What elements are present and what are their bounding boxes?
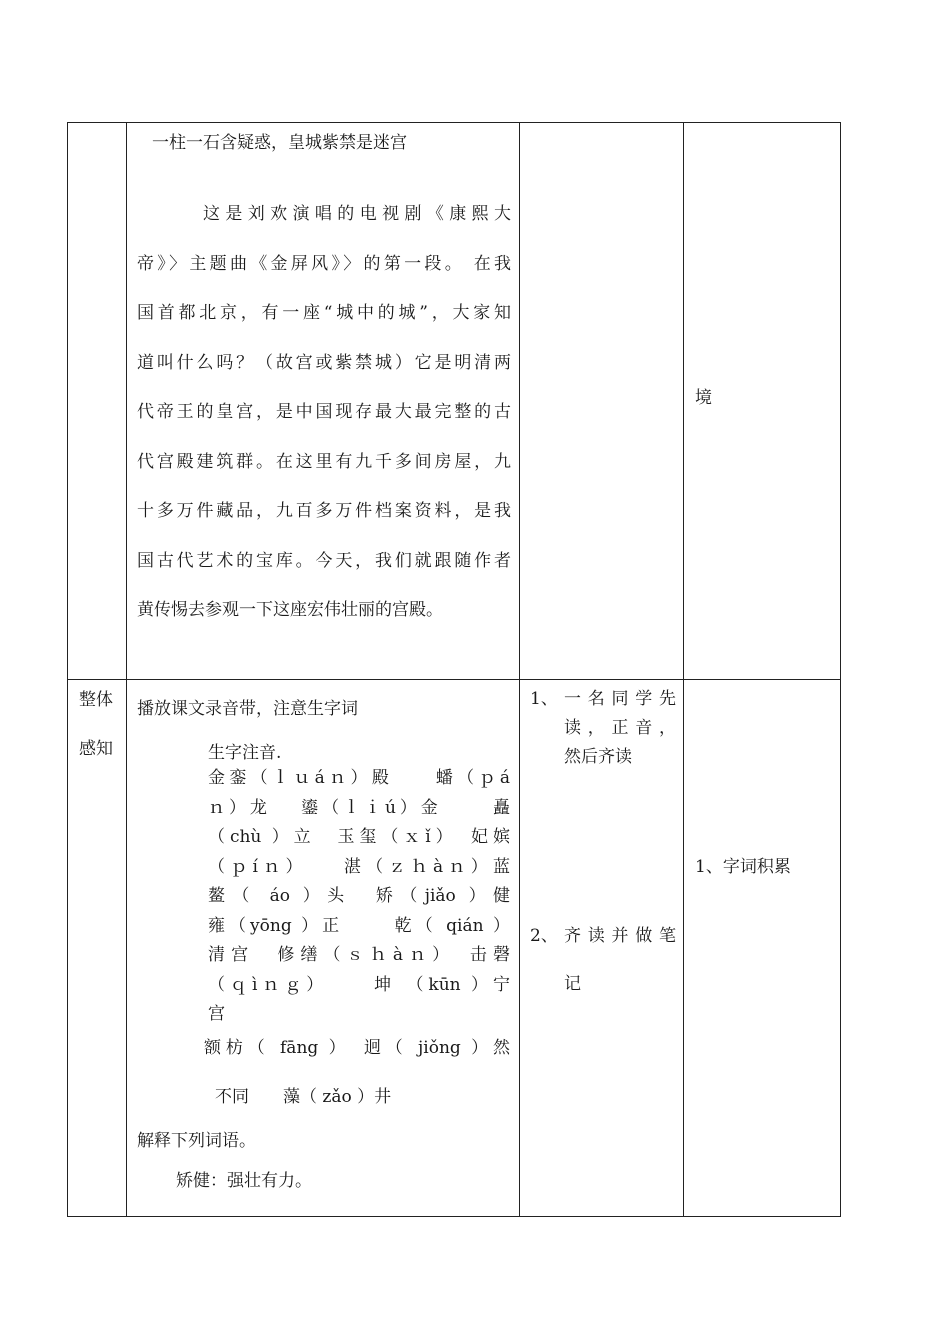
explain-heading: 解释下列词语。 [137,1131,256,1151]
section-label-line-1: 整体 [79,690,113,710]
activity-2-number: 2、 [530,926,558,946]
activity-1-text [564,684,676,771]
intro-line: 代帝王的皇宫，是中国现存最大最完整的古 [137,402,511,422]
pinyin-line: 不同 藻（ zǎo ）井 [215,1087,392,1107]
intro-line: 黄传惕去参观一下这座宏伟壮丽的宫殿。 [137,600,443,620]
pinyin-line: 鳌（ áo ）头 矫（jiǎo ）健 [208,886,510,906]
activity-2-text [564,921,676,998]
pinyin-line: 额枋（ fāng ） 迥（ jiǒng ）然 [204,1038,510,1058]
pinyin-line: 宫 [208,1004,225,1024]
column-divider-2 [519,122,520,1217]
explain-item: 矫健：强壮有力。 [176,1171,312,1191]
intro-paragraph [137,190,511,636]
pinyin-line: 雍（yōng ）正 乾（ qián ） [208,915,510,936]
intro-line: 代宫殿建筑群。在这里有九千多间房屋，九 [137,451,511,472]
purpose-cell-text: 1、字词积累 [695,857,791,877]
activity-line: 齐读并做笔 [564,926,676,946]
pinyin-line: （ｐíｎ） 湛（ｚｈàｎ）蓝 [208,856,510,877]
pinyin-line: （ｑìｎｇ） 坤 （kūn ）宁 [208,974,510,995]
pinyin-line: （chù ）立 玉玺（ｘǐ） 妃嫔 [208,827,510,847]
pinyin-line: ｎ）龙 鎏（ｌｉú）金 矗 [208,797,510,818]
pinyin-line: 金銮（ｌｕáｎ）殿 蟠（ｐá [208,768,510,788]
intro-line: 国首都北京，有一座“城中的城”，大家知 [137,303,511,323]
column-divider-1 [126,122,127,1217]
row-divider [67,679,841,680]
intro-line: 这是刘欢演唱的电视剧《康熙大 [203,204,511,224]
activity-line: 然后齐读 [564,747,632,767]
column-divider-3 [683,122,684,1217]
intro-line: 道叫什么吗？（故宫或紫禁城）它是明清两 [137,352,511,373]
table-bottom-border [67,1216,841,1217]
section-label-line-2: 感知 [79,739,113,759]
table-left-border [67,122,68,1217]
table-top-border [67,122,841,123]
pinyin-line: 清宫 修缮（ｓｈàｎ） 击磬 [208,945,510,965]
intro-line: 国古代艺术的宝库。今天，我们就跟随作者 [137,550,511,571]
activity-line: 读，正音， [564,718,676,738]
intro-line: 帝》〉主题曲《金屏风》〉的第一段。 在我 [137,253,511,274]
activity-line: 记 [564,974,581,994]
poem-line: 一柱一石含疑惑，皇城紫禁是迷宫 [152,133,407,153]
intro-instruction: 播放课文录音带，注意生字词 [137,699,358,719]
pinyin-heading: 生字注音. [208,743,282,763]
purpose-cell-text: 境 [695,388,712,408]
table-right-border [840,122,841,1217]
activity-line: 一名同学先 [564,689,676,709]
pinyin-list [208,764,510,1030]
intro-line: 十多万件藏品，九百多万件档案资料，是我 [137,501,511,521]
activity-1-number: 1、 [530,689,558,709]
